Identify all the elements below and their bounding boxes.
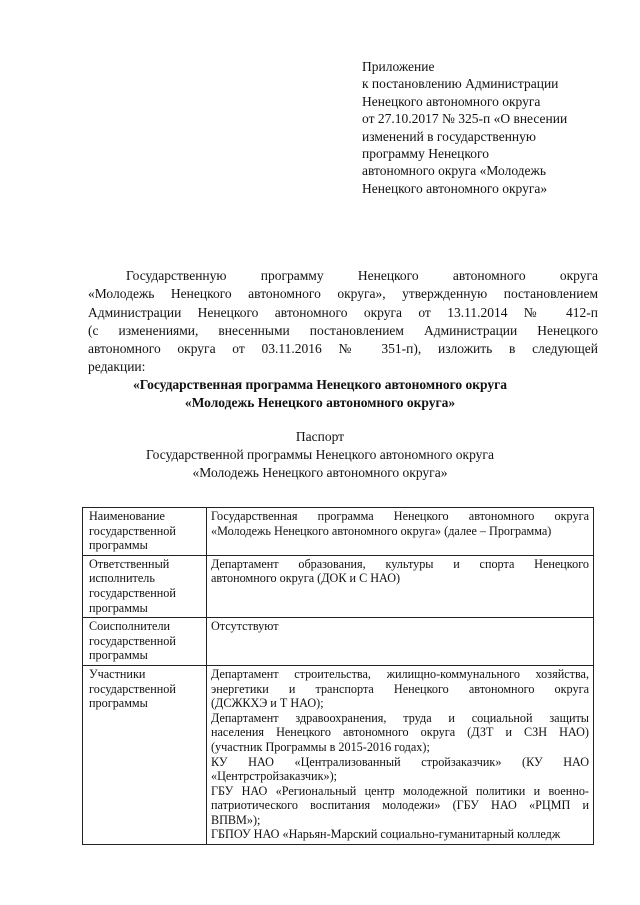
content-line: ВПВМ»);: [211, 812, 261, 827]
content-line: (участник Программы в 2015-2016 годах);: [211, 739, 430, 754]
label-line: государственной: [89, 681, 176, 696]
table-row: [83, 665, 594, 844]
content-line: ГБУ НАО «Региональный центр молодежной политики и военно-: [211, 783, 589, 798]
content-line: КУ НАО «Централизованный стройзаказчик» (КУ НАО: [211, 754, 589, 769]
appendix-block: [362, 58, 607, 197]
intro-line: редакции:: [88, 359, 146, 375]
program-title-line-1: «Государственная программа Ненецкого автономного округа: [132, 377, 508, 392]
content-line: (ДСЖКХЭ и Т НАО);: [211, 696, 324, 711]
label-line: Наименование: [89, 509, 165, 523]
program-title-line-2: «Молодежь Ненецкого автономного округа»: [184, 395, 456, 410]
row-label-cell: [83, 665, 207, 844]
content-line: Государственная программа Ненецкого автономного округа: [211, 509, 589, 523]
row-label-cell: [83, 508, 207, 556]
appendix-line: Ненецкого автономного округа: [362, 93, 541, 109]
content-line: «Центрстройзаказчик»);: [211, 769, 338, 784]
label-line: Участники: [89, 666, 146, 681]
label-line: государственной: [89, 585, 176, 600]
intro-line: «Молодежь Ненецкого автономного округа», утвержденную постановлением: [88, 286, 598, 302]
appendix-line: к постановлению Администрации: [362, 76, 559, 92]
row-content-cell: [207, 618, 594, 666]
row-content-cell: [207, 555, 594, 617]
label-line: Соисполнители: [89, 619, 171, 634]
label-line: программы: [89, 648, 148, 663]
intro-line: автономного округа от 03.11.2016 № 351-п), изложить в следующей: [88, 341, 598, 357]
content-line: патриотического воспитания молодежи» (ГБУ НАО «РЦМП и: [211, 798, 589, 813]
row-content-cell: [207, 508, 594, 556]
table-row: [83, 555, 594, 617]
label-line: исполнитель: [89, 571, 155, 586]
row-label-cell: [83, 555, 207, 617]
intro-line: Администрации Ненецкого автономного округа от 13.11.2014 № 412-п: [88, 304, 598, 320]
appendix-line: от 27.10.2017 № 325-п «О внесении: [362, 111, 568, 127]
content-line: Отсутствуют: [211, 619, 279, 634]
appendix-line: программу Ненецкого: [362, 146, 489, 162]
label-line: программы: [89, 696, 148, 711]
appendix-line: Ненецкого автономного округа»: [362, 180, 548, 196]
appendix-line: изменений в государственную: [362, 128, 536, 144]
content-line: энергетики и транспорта Ненецкого автономного округа: [211, 681, 589, 696]
label-line: государственной: [89, 523, 176, 538]
passport-subheading-2: «Молодежь Ненецкого автономного округа»: [192, 465, 448, 480]
passport-table: [82, 507, 594, 845]
content-line: населения Ненецкого автономного округа (ДЗТ и СЗН НАО): [211, 725, 589, 740]
intro-line: Государственную программу Ненецкого автономного округа: [126, 268, 598, 283]
appendix-line: автономного округа «Молодежь: [362, 163, 547, 179]
intro-line: (с изменениями, внесенными постановлением Администрации Ненецкого: [88, 322, 598, 338]
content-line: Департамент здравоохранения, труда и социальной защиты: [211, 710, 589, 725]
content-line: ГБПОУ НАО «Нарьян-Марский социально-гуманитарный колледж: [211, 827, 561, 842]
row-label-cell: [83, 618, 207, 666]
label-line: программы: [89, 600, 148, 615]
table-row: [83, 508, 594, 556]
intro-paragraph: [88, 267, 598, 377]
label-line: Ответственный: [89, 556, 170, 571]
table-row: [83, 618, 594, 666]
passport-subheading-1: Государственной программы Ненецкого автономного округа: [146, 447, 494, 462]
label-line: программы: [89, 538, 148, 553]
content-line: автономного округа (ДОК и С НАО): [211, 571, 401, 586]
appendix-line: Приложение: [362, 59, 435, 74]
content-line: Департамент строительства, жилищно-коммунального хозяйства,: [211, 666, 589, 681]
content-line: Департамент образования, культуры и спорта Ненецкого: [211, 556, 589, 571]
row-content-cell: [207, 665, 594, 844]
label-line: государственной: [89, 633, 176, 648]
content-line: «Молодежь Ненецкого автономного округа» (далее – Программа): [211, 523, 552, 538]
passport-heading: Паспорт: [295, 429, 345, 444]
